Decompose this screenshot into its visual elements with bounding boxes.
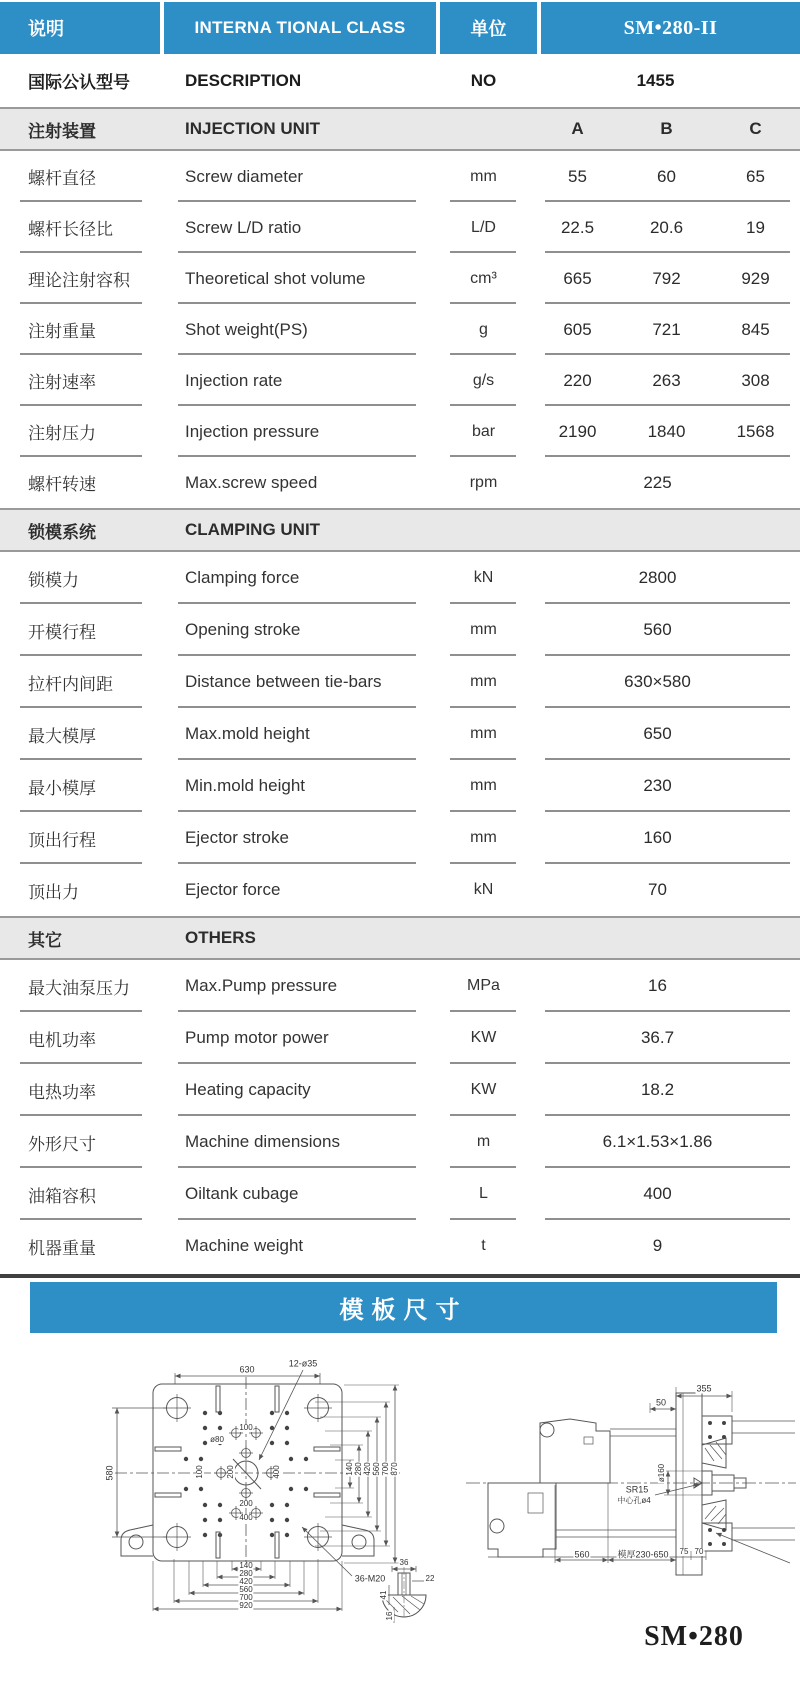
description-row xyxy=(0,54,800,107)
row-values xyxy=(533,253,800,304)
header-col-unit: 单位 xyxy=(440,2,537,54)
row-label-en: Screw diameter xyxy=(162,151,434,202)
section-title-zh: 其它 xyxy=(28,930,62,950)
dimension-label: 50 xyxy=(655,1397,667,1408)
row-label-en: Pump motor power xyxy=(162,1012,434,1064)
dimension-label: 200 xyxy=(239,1499,253,1508)
row-value: 20.6 xyxy=(649,217,684,237)
row-label-zh: 注射压力 xyxy=(0,406,162,457)
spec-row xyxy=(0,552,800,604)
row-label-en: Theoretical shot volume xyxy=(162,253,434,304)
section-title-zh: 注射装置 xyxy=(28,121,96,141)
description-en: DESCRIPTION xyxy=(185,70,302,90)
row-label-en: Screw L/D ratio xyxy=(162,202,434,253)
row-label-zh: 顶出力 xyxy=(28,882,79,902)
dimension-label: 280 xyxy=(354,1462,363,1476)
row-value: 845 xyxy=(741,319,770,339)
dimension-label: 920 xyxy=(239,1601,253,1610)
row-label-en: Ejector force xyxy=(185,880,281,899)
row-value: 65 xyxy=(746,166,765,186)
variant-column-label: A xyxy=(571,119,584,138)
row-unit: bar xyxy=(434,406,533,457)
row-label-en: Max.screw speed xyxy=(185,472,318,492)
row-unit: mm xyxy=(434,604,533,656)
section-rows xyxy=(0,960,800,1272)
row-label-en: Max.Pump pressure xyxy=(162,960,434,1012)
row-value: 55 xyxy=(568,166,587,186)
dimension-label: ø160 xyxy=(657,1463,666,1483)
dimension-label: 模厚230-650 xyxy=(617,1549,669,1560)
row-value: 230 xyxy=(533,760,800,812)
row-label-zh: 开模行程 xyxy=(0,604,162,656)
dimension-label: 560 xyxy=(372,1462,381,1476)
row-label-en: Ejector stroke xyxy=(162,812,434,864)
dimension-label: 中心孔ø4 xyxy=(617,1496,651,1505)
row-unit: g xyxy=(434,304,533,355)
row-value: 6.1×1.53×1.86 xyxy=(533,1116,800,1168)
row-value: 70 xyxy=(648,880,667,899)
row-label-zh: 螺杆长径比 xyxy=(0,202,162,253)
section-title-en: OTHERS xyxy=(185,928,256,947)
dimension-label: 12-ø35 xyxy=(288,1358,318,1369)
row-unit: rpm xyxy=(469,473,498,491)
row-value: 19 xyxy=(746,217,765,237)
row-label-zh: 注射速率 xyxy=(0,355,162,406)
dimension-label: 140 xyxy=(239,1561,253,1570)
row-values xyxy=(533,406,800,457)
spec-row xyxy=(0,151,800,202)
row-unit: cm³ xyxy=(434,253,533,304)
dimension-label: SR15 xyxy=(625,1484,649,1495)
row-value: 16 xyxy=(533,960,800,1012)
row-label-zh: 电机功率 xyxy=(0,1012,162,1064)
section-title-zh: 锁模系统 xyxy=(28,522,96,542)
spec-row xyxy=(0,960,800,1012)
section-title-en: CLAMPING UNIT xyxy=(185,520,321,539)
row-value: 400 xyxy=(533,1168,800,1220)
header-col-model: SM•280-II xyxy=(541,2,800,54)
dimension-label: 870 xyxy=(390,1462,399,1476)
dimension-label: 70 xyxy=(694,1547,704,1556)
row-unit: kN xyxy=(473,881,494,898)
row-unit: mm xyxy=(434,708,533,760)
row-value: 160 xyxy=(533,812,800,864)
row-value: 792 xyxy=(652,268,681,288)
row-label-zh: 螺杆转速 xyxy=(28,475,96,494)
row-values xyxy=(533,304,800,355)
row-value: 2190 xyxy=(558,421,597,441)
spec-row xyxy=(0,1116,800,1168)
row-value: 929 xyxy=(741,268,770,288)
section-header xyxy=(0,916,800,960)
spec-row xyxy=(0,304,800,355)
spec-row xyxy=(0,760,800,812)
description-value: 1455 xyxy=(636,70,675,90)
row-value: 22.5 xyxy=(560,217,595,237)
row-label-zh: 理论注射容积 xyxy=(0,253,162,304)
row-value: 308 xyxy=(741,370,770,390)
row-values xyxy=(533,151,800,202)
dimension-label: 420 xyxy=(363,1462,372,1476)
dimension-label: 420 xyxy=(239,1577,253,1586)
section-divider-line xyxy=(0,1274,800,1278)
row-label-en: Min.mold height xyxy=(162,760,434,812)
section-header xyxy=(0,107,800,151)
spec-row xyxy=(0,864,800,916)
dimension-label: 100 xyxy=(239,1423,253,1432)
row-unit: g/s xyxy=(434,355,533,406)
description-zh: 国际公认型号 xyxy=(28,73,130,92)
row-label-en: Max.mold height xyxy=(162,708,434,760)
spec-row xyxy=(0,656,800,708)
spec-row xyxy=(0,708,800,760)
dimension-label: 630 xyxy=(239,1364,255,1375)
row-label-en: Distance between tie-bars xyxy=(162,656,434,708)
section-title-en: INJECTION UNIT xyxy=(185,119,321,138)
spec-row xyxy=(0,253,800,304)
dimension-label: 36-M20 xyxy=(354,1573,386,1584)
row-unit: KW xyxy=(434,1064,533,1116)
row-label-en: Machine dimensions xyxy=(162,1116,434,1168)
row-label-zh: 最大油泵压力 xyxy=(0,960,162,1012)
platen-size-banner xyxy=(30,1282,777,1333)
spec-row xyxy=(0,1168,800,1220)
section-rows xyxy=(0,151,800,508)
dimension-label: 100 xyxy=(195,1465,204,1479)
row-value: 605 xyxy=(563,319,592,339)
row-label-zh: 最小模厚 xyxy=(0,760,162,812)
row-label-en: Injection pressure xyxy=(162,406,434,457)
dimension-label: 580 xyxy=(104,1465,115,1481)
dimension-label: 200 xyxy=(226,1465,235,1479)
row-unit: mm xyxy=(434,151,533,202)
spec-row xyxy=(0,604,800,656)
spec-row xyxy=(0,1064,800,1116)
row-value: 18.2 xyxy=(533,1064,800,1116)
spec-row xyxy=(0,457,800,508)
dimension-label: 560 xyxy=(239,1585,253,1594)
row-value: 721 xyxy=(652,319,681,339)
row-label-en: Machine weight xyxy=(185,1236,304,1255)
row-unit: kN xyxy=(434,552,533,604)
row-values xyxy=(533,355,800,406)
dimension-label: 140 xyxy=(345,1462,354,1476)
spec-row xyxy=(0,1220,800,1272)
dimension-label: 280 xyxy=(239,1569,253,1578)
row-value: 650 xyxy=(533,708,800,760)
row-value: 60 xyxy=(657,166,676,186)
dimension-label: ø80 xyxy=(210,1435,224,1444)
spec-row xyxy=(0,1012,800,1064)
header-col-description-zh: 说明 xyxy=(0,2,160,54)
row-unit: m xyxy=(434,1116,533,1168)
row-unit: MPa xyxy=(434,960,533,1012)
dimension-label: 400 xyxy=(272,1465,281,1479)
row-label-zh: 注射重量 xyxy=(0,304,162,355)
row-label-zh: 油箱容积 xyxy=(0,1168,162,1220)
row-label-en: Oiltank cubage xyxy=(162,1168,434,1220)
row-label-en: Injection rate xyxy=(162,355,434,406)
section-rows xyxy=(0,552,800,916)
row-value: 1568 xyxy=(736,421,775,441)
brand-logo: SM•280 xyxy=(644,1621,744,1652)
row-value: 263 xyxy=(652,370,681,390)
row-value: 560 xyxy=(533,604,800,656)
row-value: 630×580 xyxy=(533,656,800,708)
row-label-zh: 锁模力 xyxy=(0,552,162,604)
row-label-en: Clamping force xyxy=(162,552,434,604)
row-value: 1840 xyxy=(647,421,686,441)
row-value: 36.7 xyxy=(533,1012,800,1064)
row-value: 665 xyxy=(563,268,592,288)
dimension-label: 75 xyxy=(679,1547,689,1556)
row-unit: mm xyxy=(434,760,533,812)
dimension-label: 355 xyxy=(696,1383,712,1394)
row-value: 220 xyxy=(563,370,592,390)
row-label-zh: 拉杆内间距 xyxy=(0,656,162,708)
header-col-international-class: INTERNA TIONAL CLASS xyxy=(164,2,436,54)
row-value: 9 xyxy=(652,1236,663,1255)
row-unit: t xyxy=(481,1237,486,1254)
variant-column-label: C xyxy=(749,119,762,138)
dimension-label: 560 xyxy=(574,1549,590,1560)
dimension-label: 36 xyxy=(399,1558,409,1567)
row-unit: mm xyxy=(434,656,533,708)
spec-row xyxy=(0,355,800,406)
row-label-en: Opening stroke xyxy=(162,604,434,656)
dimension-label: 16 xyxy=(385,1611,394,1621)
dimension-label: 41 xyxy=(379,1590,388,1600)
spec-row xyxy=(0,202,800,253)
spec-row xyxy=(0,406,800,457)
row-value: 2800 xyxy=(533,552,800,604)
row-label-zh: 电热功率 xyxy=(0,1064,162,1116)
spec-row xyxy=(0,812,800,864)
row-value: 225 xyxy=(643,472,672,492)
row-label-zh: 最大模厚 xyxy=(0,708,162,760)
section-variant-columns xyxy=(533,119,800,139)
table-header xyxy=(0,2,800,54)
dimension-label: 400 xyxy=(239,1513,253,1522)
dimension-label: 700 xyxy=(239,1593,253,1602)
row-label-zh: 螺杆直径 xyxy=(0,151,162,202)
row-values xyxy=(533,202,800,253)
variant-column-label: B xyxy=(660,119,673,138)
section-header xyxy=(0,508,800,552)
dimension-label: 700 xyxy=(381,1462,390,1476)
platen-size-banner-title: 模板尺寸 xyxy=(339,1297,468,1324)
spec-table-body xyxy=(0,107,800,1272)
row-label-en: Shot weight(PS) xyxy=(162,304,434,355)
row-label-zh: 外形尺寸 xyxy=(0,1116,162,1168)
row-unit: L/D xyxy=(434,202,533,253)
row-unit: KW xyxy=(434,1012,533,1064)
row-label-zh: 机器重量 xyxy=(28,1238,96,1258)
row-label-zh: 顶出行程 xyxy=(0,812,162,864)
dimension-label: 22 xyxy=(425,1574,435,1583)
description-no: NO xyxy=(470,70,497,90)
row-unit: L xyxy=(434,1168,533,1220)
platen-dimension-drawing xyxy=(0,1333,800,1685)
row-unit: mm xyxy=(434,812,533,864)
row-label-en: Heating capacity xyxy=(162,1064,434,1116)
